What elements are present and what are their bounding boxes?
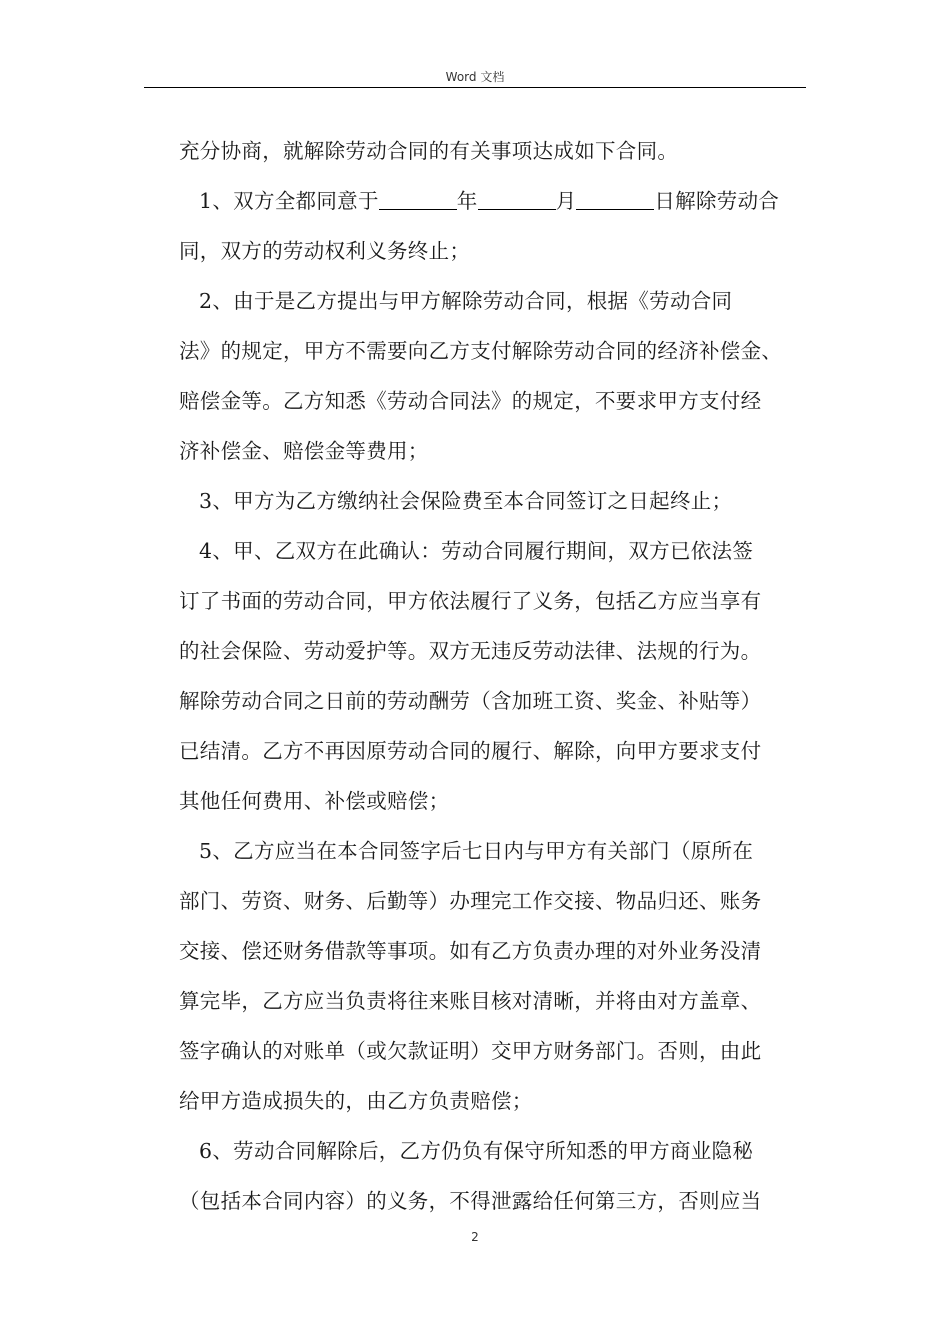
body-line: 法》的规定，甲方不需要向乙方支付解除劳动合同的经济补偿金、 — [179, 339, 783, 363]
body-text-segment: 月 — [555, 189, 577, 213]
body-text-segment: 日解除劳动合 — [654, 189, 780, 213]
date-blank-day[interactable] — [576, 189, 654, 210]
body-line: 充分协商，就解除劳动合同的有关事项达成如下合同。 — [179, 139, 679, 163]
body-text-segment: 年 — [456, 189, 478, 213]
body-line: 赔偿金等。乙方知悉《劳动合同法》的规定，不要求甲方支付经 — [179, 389, 762, 413]
date-blank-year[interactable] — [379, 189, 457, 210]
body-line: 算完毕，乙方应当负责将往来账目核对清晰，并将由对方盖章、 — [179, 989, 762, 1013]
body-line: 其他任何费用、补偿或赔偿； — [179, 789, 450, 813]
body-line: 已结清。乙方不再因原劳动合同的履行、解除，向甲方要求支付 — [179, 739, 762, 763]
body-line: 5、乙方应当在本合同签字后七日内与甲方有关部门（原所在 — [199, 839, 754, 863]
body-line: 的社会保险、劳动爱护等。双方无违反劳动法律、法规的行为。 — [179, 639, 762, 663]
body-line: 6、劳动合同解除后，乙方仍负有保守所知悉的甲方商业隐秘 — [199, 1139, 754, 1163]
body-text-segment: 1、双方全都同意于 — [199, 189, 379, 213]
body-line: 给甲方造成损失的，由乙方负责赔偿； — [179, 1089, 533, 1113]
body-line: 4、甲、乙双方在此确认：劳动合同履行期间，双方已依法签 — [199, 539, 754, 563]
header-divider — [144, 87, 806, 88]
date-blank-month[interactable] — [478, 189, 556, 210]
document-body — [179, 126, 809, 1226]
body-line: 2、由于是乙方提出与甲方解除劳动合同，根据《劳动合同 — [199, 289, 733, 313]
body-line: 部门、劳资、财务、后勤等）办理完工作交接、物品归还、账务 — [179, 889, 762, 913]
body-line: 同，双方的劳动权利义务终止； — [179, 239, 471, 263]
body-line: 解除劳动合同之日前的劳动酬劳（含加班工资、奖金、补贴等） — [179, 689, 762, 713]
body-line: 签字确认的对账单（或欠款证明）交甲方财务部门。否则，由此 — [179, 1039, 762, 1063]
body-line: （包括本合同内容）的义务，不得泄露给任何第三方，否则应当 — [179, 1189, 762, 1213]
body-line: 济补偿金、赔偿金等费用； — [179, 439, 429, 463]
body-line: 交接、偿还财务借款等事项。如有乙方负责办理的对外业务没清 — [179, 939, 762, 963]
page-header: Word 文档 — [445, 70, 505, 84]
body-line: 订了书面的劳动合同，甲方依法履行了义务，包括乙方应当享有 — [179, 589, 762, 613]
body-line-with-blanks — [179, 176, 809, 226]
page-number: 2 — [471, 1230, 479, 1244]
body-line: 3、甲方为乙方缴纳社会保险费至本合同签订之日起终止； — [199, 489, 733, 513]
